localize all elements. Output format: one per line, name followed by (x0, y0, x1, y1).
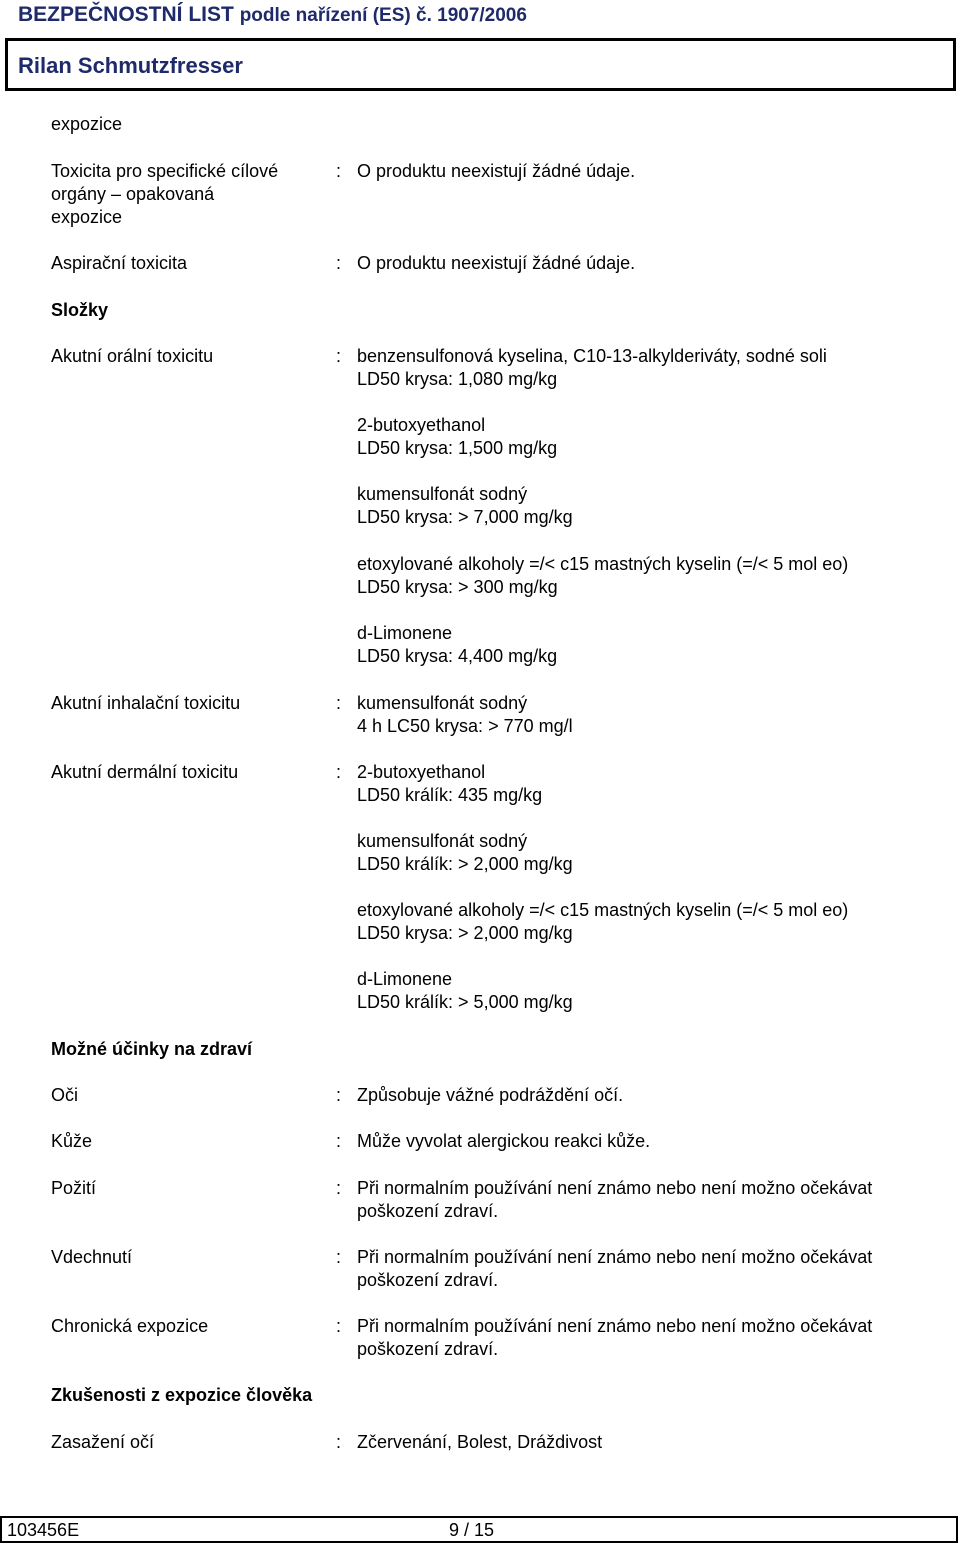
colon: : (336, 1131, 342, 1151)
value-text: LD50 krysa: > 7,000 mg/kg (357, 507, 573, 527)
section-heading: Zkušenosti z expozice člověka (51, 1385, 313, 1405)
label-text: Chronická expozice (51, 1316, 209, 1336)
doc-type: BEZPEČNOSTNÍ LIST (18, 3, 234, 26)
value-text: LD50 krysa: 1,080 mg/kg (357, 369, 558, 389)
label-text: Vdechnutí (51, 1247, 133, 1267)
value-text: etoxylované alkoholy =/< c15 mastných kyselin (=/< 5 mol eo) (357, 554, 849, 574)
value-text: LD50 krysa: 4,400 mg/kg (357, 646, 558, 666)
value-text: LD50 králík: > 5,000 mg/kg (357, 992, 573, 1012)
value-text: Způsobuje vážné podráždění očí. (357, 1085, 624, 1105)
value-text: kumensulfonát sodný (357, 693, 528, 713)
value-text: d-Limonene (357, 623, 453, 643)
product-title-box (5, 38, 956, 91)
colon: : (336, 1247, 342, 1267)
colon: : (336, 693, 342, 713)
value-text: poškození zdraví. (357, 1339, 499, 1359)
label-text: Toxicita pro specifické cílové (51, 161, 279, 181)
value-text: Může vyvolat alergickou reakci kůže. (357, 1131, 651, 1151)
value-text: Při normalním používání není známo nebo není možno očekávat (357, 1178, 873, 1198)
colon: : (336, 1085, 342, 1105)
value-text: kumensulfonát sodný (357, 484, 528, 504)
colon: : (336, 762, 342, 782)
document-type-heading (18, 3, 527, 27)
value-text: 4 h LC50 krysa: > 770 mg/l (357, 716, 573, 736)
label-text: Požití (51, 1178, 97, 1198)
value-text: 2-butoxyethanol (357, 415, 486, 435)
value-text: LD50 krysa: 1,500 mg/kg (357, 438, 558, 458)
label-text: expozice (51, 207, 123, 227)
value-text: Při normalním používání není známo nebo není možno očekávat (357, 1316, 873, 1336)
regulation-reference: podle nařízení (ES) č. 1907/2006 (239, 5, 527, 26)
colon: : (336, 253, 342, 273)
colon: : (336, 1316, 342, 1336)
value-text: LD50 krysa: > 300 mg/kg (357, 577, 558, 597)
value-text: 2-butoxyethanol (357, 762, 486, 782)
value-text: Při normalním používání není známo nebo není možno očekávat (357, 1247, 873, 1267)
value-text: LD50 králík: > 2,000 mg/kg (357, 854, 573, 874)
value-text: O produktu neexistují žádné údaje. (357, 161, 636, 181)
label-text: Akutní inhalační toxicitu (51, 693, 241, 713)
value-text: poškození zdraví. (357, 1201, 499, 1221)
section-heading: Složky (51, 300, 109, 320)
label-text: Aspirační toxicita (51, 253, 188, 273)
value-text: kumensulfonát sodný (357, 831, 528, 851)
value-text: benzensulfonová kyselina, C10-13-alkylderiváty, sodné soli (357, 346, 827, 366)
section-heading: Možné účinky na zdraví (51, 1039, 253, 1059)
value-text: poškození zdraví. (357, 1270, 499, 1290)
document-code: 103456E (7, 1520, 80, 1540)
colon: : (336, 161, 342, 181)
value-text: O produktu neexistují žádné údaje. (357, 253, 636, 273)
label-text: Akutní orální toxicitu (51, 346, 214, 366)
value-text: LD50 krysa: > 2,000 mg/kg (357, 923, 573, 943)
label-text: orgány – opakovaná (51, 184, 215, 204)
value-text: LD50 králík: 435 mg/kg (357, 785, 543, 805)
label-text: Kůže (51, 1131, 93, 1151)
value-text: d-Limonene (357, 969, 453, 989)
colon: : (336, 1178, 342, 1198)
label-text: expozice (51, 114, 123, 134)
value-text: Zčervenání, Bolest, Dráždivost (357, 1432, 603, 1452)
label-text: Oči (51, 1085, 78, 1105)
value-text: etoxylované alkoholy =/< c15 mastných kyselin (=/< 5 mol eo) (357, 900, 849, 920)
product-name: Rilan Schmutzfresser (18, 53, 243, 78)
colon: : (336, 1432, 342, 1452)
page-footer (0, 1516, 958, 1543)
page-number: 9 / 15 (449, 1520, 495, 1540)
colon: : (336, 346, 342, 366)
label-text: Zasažení očí (51, 1432, 155, 1452)
label-text: Akutní dermální toxicitu (51, 762, 239, 782)
